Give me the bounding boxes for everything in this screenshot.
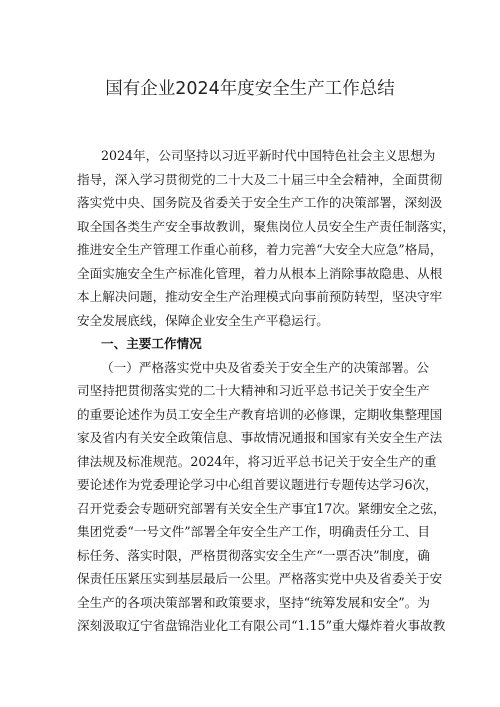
paragraph-line: 推进安全生产管理工作重心前移，着力完善“大安全大应急”格局， (77, 242, 443, 257)
paragraph-line: 全面实施安全生产标准化管理，着力从根本上消除事故隐患、从根 (77, 265, 443, 281)
paragraph-line: （一）严格落实党中央及省委关于安全生产的决策部署。公 (101, 359, 429, 375)
paragraph-line: 落实党中央、国务院及省委关于安全生产工作的决策部署，深刻汲 (77, 195, 443, 210)
paragraph-line: 指导，深入学习贯彻党的二十大及二十届三中全会精神，全面贯彻 (77, 171, 443, 187)
document-title: 国有企业2024年度安全生产工作总结 (105, 79, 395, 99)
intro-paragraph (77, 144, 455, 332)
document-body (77, 144, 455, 638)
section-paragraph (77, 356, 446, 638)
paragraph-line: 的重要论述作为员工安全生产教育培训的必修课，定期收集整理国 (77, 406, 443, 422)
paragraph-line: 本上解决问题，推动安全生产治理模式向事前预防转型，坚决守牢 (77, 289, 443, 304)
paragraph-line: 家及省内有关安全政策信息、事故情况通报和国家有关安全生产法 (77, 430, 443, 445)
paragraph-line: 深刻汲取辽宁省盘锦浩业化工有限公司“1.15”重大爆炸着火事故教 (77, 618, 446, 633)
paragraph-line: 司坚持把贯彻落实党的二十大精神和习近平总书记关于安全生产 (77, 383, 430, 398)
paragraph-line: 全生产的各项决策部署和政策要求，坚持“统筹发展和安全”。为 (77, 594, 430, 610)
paragraph-line: 要论述作为党委理论学习中心组首要议题进行专题传达学习6次， (77, 477, 438, 492)
paragraph-line: 召开党委会专题研究部署有关安全生产事宜17次。紧绷安全之弦， (77, 500, 446, 516)
paragraph-line: 律法规及标准规范。2024年，将习近平总书记关于安全生产的重 (77, 453, 437, 469)
paragraph-line: 保责任压紧压实到基层最后一公里。严格落实党中央及省委关于安 (77, 571, 443, 586)
paragraph-line: 集团党委“一号文件”部署全年安全生产工作，明确责任分工、目 (77, 524, 430, 539)
section-heading: 一、主要工作情况 (101, 336, 202, 351)
paragraph-line: 2024年，公司坚持以习近平新时代中国特色社会主义思想为 (101, 148, 436, 163)
paragraph-line: 标任务、落实时限，严格贯彻落实安全生产“一票否决”制度，确 (77, 547, 430, 563)
paragraph-line: 安全发展底线，保障企业安全生产平稳运行。 (77, 312, 329, 328)
paragraph-line: 取全国各类生产安全事故教训，聚焦岗位人员安全生产责任制落实， (77, 218, 455, 234)
